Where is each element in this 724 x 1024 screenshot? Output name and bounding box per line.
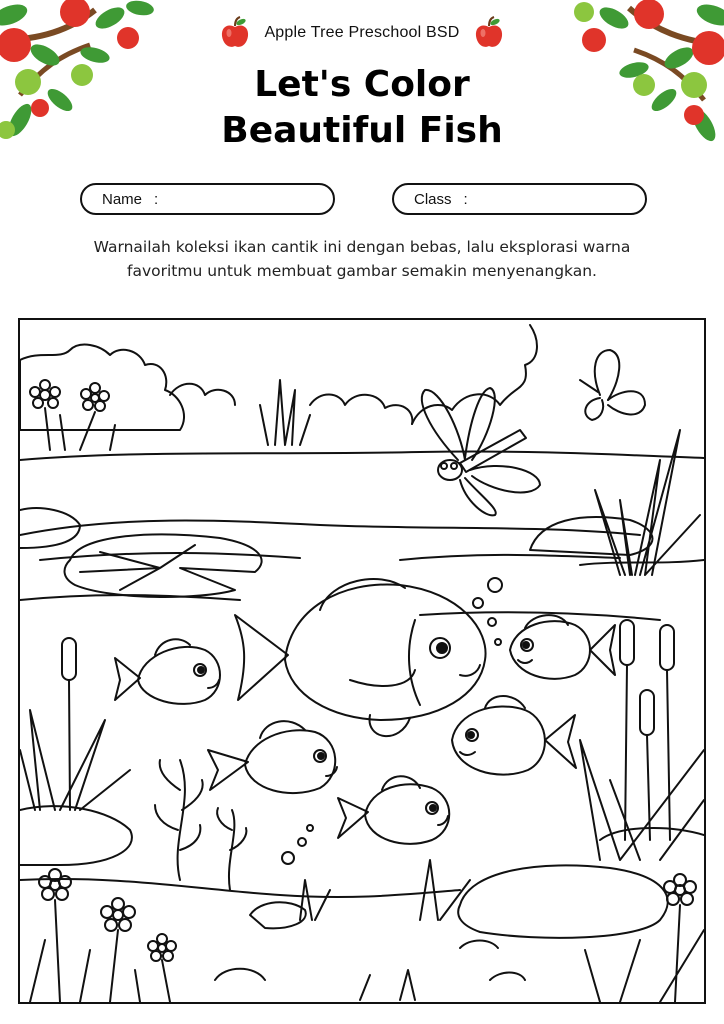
- name-label: Name: [102, 190, 143, 208]
- cattails-left: [20, 638, 130, 810]
- seaweed: [155, 760, 246, 890]
- apple-icon: [220, 16, 250, 50]
- bottom-rocks: [20, 806, 704, 980]
- background-bushes: [20, 325, 537, 430]
- instructions-text: [40, 235, 684, 283]
- class-separator: :: [463, 190, 468, 208]
- fish-large-center: [235, 579, 486, 736]
- fish-middle-left: [208, 721, 337, 793]
- lily-pad: [65, 534, 262, 596]
- class-field[interactable]: [392, 183, 647, 215]
- page-title: [0, 62, 724, 154]
- name-separator: :: [154, 190, 159, 208]
- title-line-2: Beautiful Fish: [221, 110, 503, 151]
- title-line-1: Let's Color: [254, 64, 470, 105]
- name-field[interactable]: [80, 183, 335, 215]
- grass-tuft-top: [260, 380, 310, 445]
- grass-tufts-bottom: [300, 860, 470, 1000]
- rock-top-left: [20, 508, 80, 548]
- instructions-line-1: Warnailah koleksi ikan cantik ini dengan bebas, lalu eksplorasi warna: [93, 238, 631, 256]
- fish-small-right-top: [510, 615, 615, 679]
- flowers-bottom-right: [585, 874, 704, 1002]
- apple-icon: [474, 16, 504, 50]
- flowers-top-left: [30, 380, 115, 450]
- flowers-bottom-left: [30, 869, 176, 1002]
- school-name: Apple Tree Preschool BSD: [264, 24, 460, 41]
- school-header: [0, 16, 724, 50]
- cattails-right: [580, 620, 704, 860]
- rock-right-pond: [530, 517, 653, 555]
- bubbles: [282, 578, 502, 864]
- butterfly: [580, 350, 645, 420]
- fish-small-left: [115, 639, 220, 704]
- class-label: Class: [414, 190, 452, 208]
- fish-middle-right: [452, 696, 576, 775]
- instructions-line-2: favoritmu untuk membuat gambar semakin menyenangkan.: [127, 262, 597, 280]
- fish-bottom-center: [338, 776, 449, 844]
- coloring-picture: [18, 318, 706, 1004]
- pond-bank: [20, 452, 704, 460]
